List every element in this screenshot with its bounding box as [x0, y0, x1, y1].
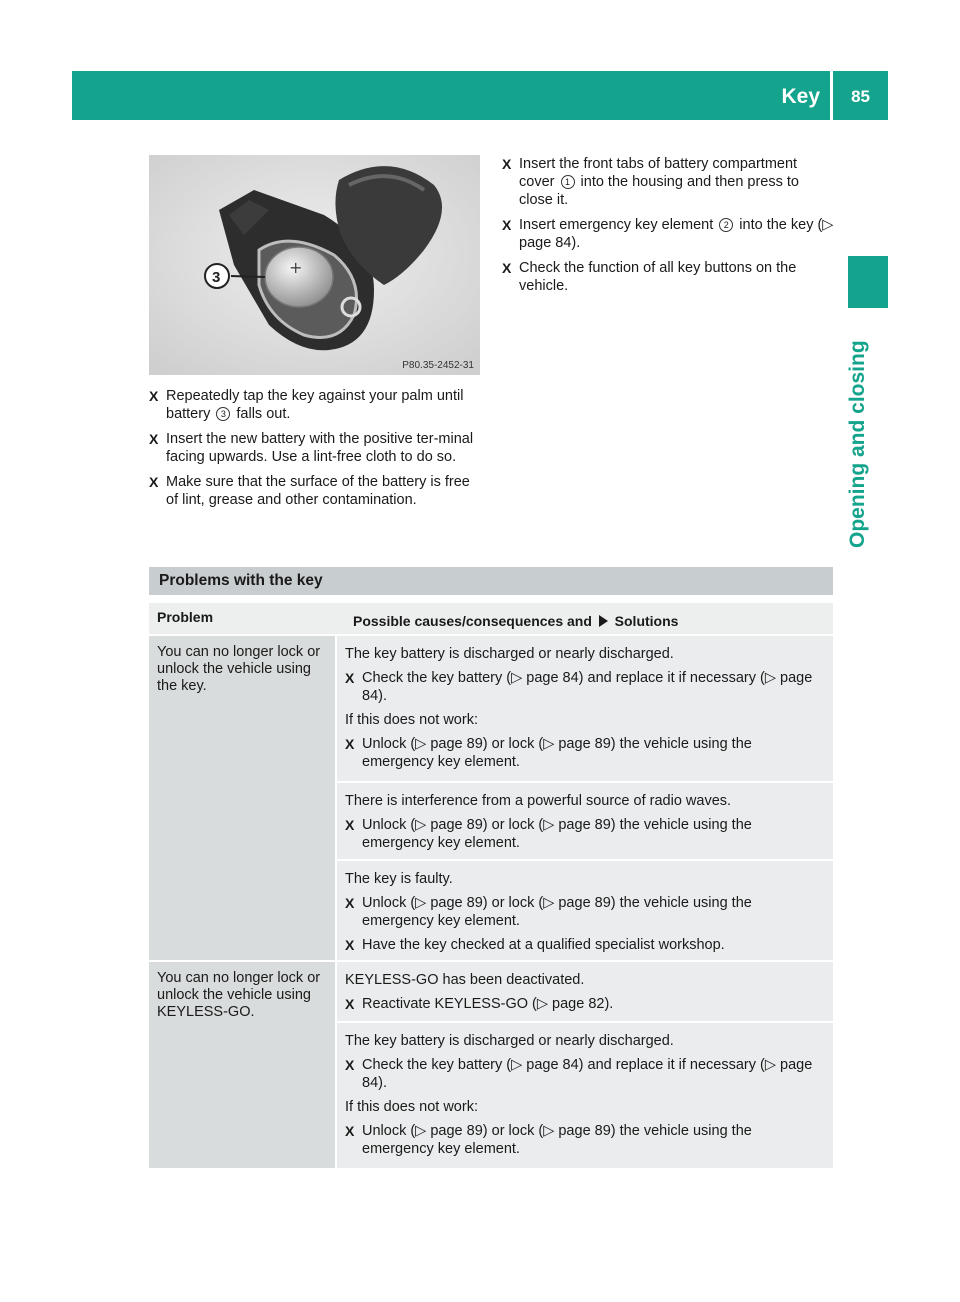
step-text: falls out.	[232, 406, 291, 422]
step-text: into the housing and then press to close it.	[519, 174, 799, 208]
cause-cell	[337, 636, 833, 783]
step-arrow-icon: X	[345, 1123, 355, 1139]
cause-text: KEYLESS-GO has been deactivated.	[345, 972, 585, 988]
step-text: Insert emergency key element	[519, 217, 718, 233]
cause-text: The key is faulty.	[345, 871, 453, 887]
solution-text: Unlock (▷ page 89) or lock (▷ page 89) the vehicle using the emergency key element.	[362, 1123, 752, 1157]
solution-item	[345, 669, 825, 705]
right-steps-list	[502, 155, 836, 302]
solution-item	[345, 1122, 825, 1158]
figure-callout-number: 3	[212, 269, 221, 286]
header-problem: Problem	[157, 609, 214, 625]
figure-code: P80.35-2452-31	[402, 360, 474, 371]
step-item	[149, 473, 483, 509]
solution-item	[345, 995, 825, 1013]
solution-text: Unlock (▷ page 89) or lock (▷ page 89) the vehicle using the emergency key element.	[362, 895, 752, 929]
step-arrow-icon: X	[345, 1057, 355, 1073]
step-text: Check the function of all key buttons on the vehicle.	[519, 260, 797, 294]
step-item	[502, 155, 836, 209]
cause-text: There is interference from a powerful source of radio waves.	[345, 793, 732, 809]
left-steps-list	[149, 387, 483, 516]
step-arrow-icon: X	[345, 817, 355, 833]
step-text: Make sure that the surface of the battery is free of lint, grease and other contamination.	[166, 474, 470, 508]
step-item	[502, 259, 836, 295]
table-row-group	[149, 634, 833, 960]
circled-number-icon: 1	[561, 175, 575, 189]
solution-text: Have the key checked at a qualified specialist workshop.	[362, 937, 725, 953]
battery-plus-sign: +	[289, 258, 303, 277]
solution-text: Check the key battery (▷ page 84) and replace it if necessary (▷ page 84).	[362, 670, 813, 704]
solution-item	[345, 1056, 825, 1092]
cause-text: The key battery is discharged or nearly discharged.	[345, 646, 674, 662]
key-battery-photo	[149, 155, 480, 375]
problems-table	[149, 603, 833, 1168]
step-item	[502, 216, 836, 252]
step-text: Insert the new battery with the positive ter-minal facing upwards. Use a lint-free cloth to do so.	[166, 431, 474, 465]
solution-item	[345, 735, 825, 771]
step-arrow-icon: X	[502, 217, 512, 233]
solution-item	[345, 894, 825, 930]
problem-cell: You can no longer lock or unlock the vehicle using the key.	[149, 636, 337, 960]
circled-number-icon: 3	[216, 407, 230, 421]
solution-item	[345, 936, 825, 954]
step-arrow-icon: X	[345, 670, 355, 686]
side-chapter-label: Opening and closing	[846, 340, 869, 548]
circled-number-icon: 2	[719, 218, 733, 232]
solution-arrow-icon	[599, 615, 608, 627]
solution-text: Unlock (▷ page 89) or lock (▷ page 89) the vehicle using the emergency key element.	[362, 817, 752, 851]
cause-cell	[337, 783, 833, 861]
step-arrow-icon: X	[502, 260, 512, 276]
side-tab-block	[848, 256, 888, 308]
solution-text: Check the key battery (▷ page 84) and replace it if necessary (▷ page 84).	[362, 1057, 813, 1091]
solution-item	[345, 816, 825, 852]
cause-text: If this does not work:	[345, 712, 478, 728]
cause-cell	[337, 861, 833, 960]
solution-text: Reactivate KEYLESS-GO (▷ page 82).	[362, 996, 614, 1012]
step-arrow-icon: X	[502, 156, 512, 172]
solution-text: Unlock (▷ page 89) or lock (▷ page 89) the vehicle using the emergency key element.	[362, 736, 752, 770]
key-illustration	[149, 155, 480, 375]
causes-column	[337, 636, 833, 960]
step-item	[149, 430, 483, 466]
header-solutions-text: Possible causes/consequences and	[353, 613, 592, 629]
section-title: Problems with the key	[159, 572, 323, 589]
step-arrow-icon: X	[149, 474, 159, 490]
header-title: Key	[781, 85, 820, 108]
step-text: Repeatedly tap the key against your palm until battery	[166, 388, 464, 422]
causes-column	[337, 962, 833, 1168]
step-text: Insert the front tabs of battery compartment cover	[519, 156, 798, 190]
step-text: into the key (▷ page 84).	[519, 217, 834, 251]
cause-text: The key battery is discharged or nearly discharged.	[345, 1033, 674, 1049]
step-arrow-icon: X	[345, 736, 355, 752]
step-arrow-icon: X	[345, 937, 355, 953]
step-arrow-icon: X	[345, 895, 355, 911]
step-item	[149, 387, 483, 423]
cause-cell	[337, 962, 833, 1023]
header-separator	[830, 71, 833, 120]
header-bar	[72, 71, 888, 120]
battery-cell	[265, 247, 333, 307]
header-solutions-text: Solutions	[614, 613, 679, 629]
header-solutions	[345, 603, 833, 634]
table-row-group	[149, 960, 833, 1168]
step-arrow-icon: X	[149, 388, 159, 404]
step-arrow-icon: X	[345, 996, 355, 1012]
problem-cell: You can no longer lock or unlock the vehicle using KEYLESS-GO.	[149, 962, 337, 1168]
section-title-bar	[149, 567, 833, 595]
cause-text: If this does not work:	[345, 1099, 478, 1115]
table-header	[149, 603, 833, 634]
page-number: 85	[851, 87, 870, 106]
cause-cell	[337, 1023, 833, 1168]
step-arrow-icon: X	[149, 431, 159, 447]
